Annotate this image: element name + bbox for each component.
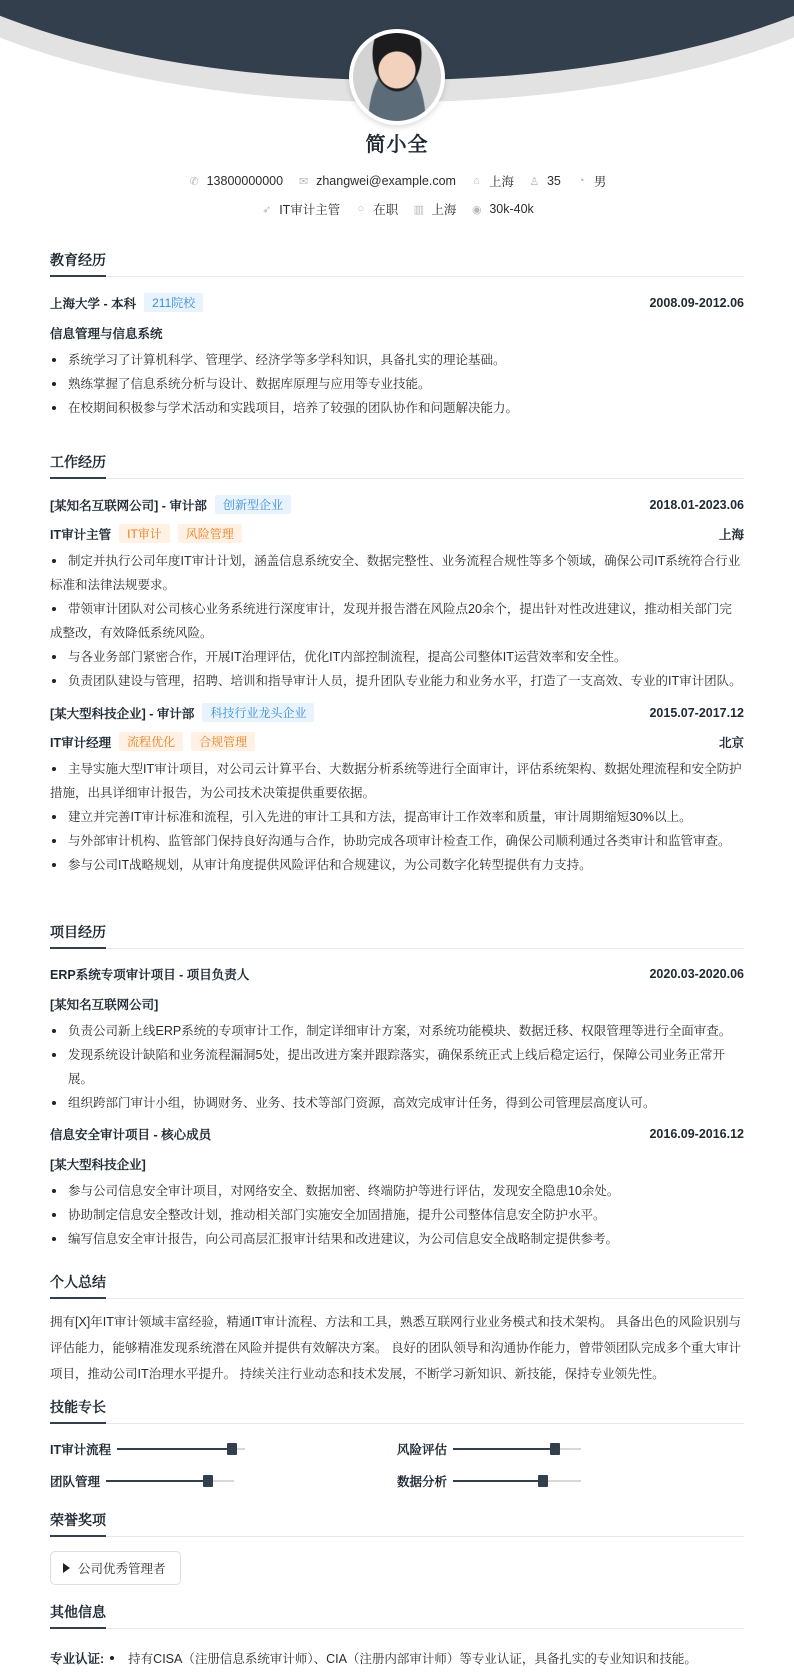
list-item: 负责团队建设与管理，招聘、培训和指导审计人员，提升团队专业能力和业务水平，打造了一支高效、专业的IT审计团队。 bbox=[50, 669, 744, 693]
project-org: [某知名互联网公司] bbox=[50, 998, 159, 1012]
intent-status bbox=[354, 200, 398, 218]
work-header-2 bbox=[50, 703, 744, 722]
company-name: [某大型科技企业] - 审计部 bbox=[50, 706, 195, 721]
school-tag: 211院校 bbox=[144, 293, 203, 312]
list-item: 参与公司信息安全审计项目，对网络安全、数据加密、终端防护等进行评估，发现安全隐患10余处。 bbox=[50, 1179, 744, 1203]
location-value: 上海 bbox=[488, 175, 514, 189]
triangle-right-icon bbox=[63, 1563, 70, 1573]
list-item: 系统学习了计算机科学、管理学、经济学等多学科知识，具备扎实的理论基础。 bbox=[50, 348, 744, 372]
list-item: 参与公司IT战略规划，从审计角度提供风险评估和合规建议，为公司数字化转型提供有力支持。 bbox=[50, 853, 744, 877]
intent-city bbox=[412, 200, 456, 218]
contact-gender bbox=[575, 172, 607, 190]
skill-thumb bbox=[227, 1443, 237, 1455]
summary-section bbox=[50, 1272, 744, 1387]
project-name: 信息安全审计项目 - 核心成员 bbox=[50, 1128, 212, 1142]
work-city: 上海 bbox=[718, 527, 744, 542]
intent-salary bbox=[470, 200, 533, 218]
skill-label: 风险评估 bbox=[397, 1443, 448, 1457]
work-position-1 bbox=[50, 524, 744, 543]
skill-thumb bbox=[203, 1475, 213, 1487]
section-title-skills: 技能专长 bbox=[50, 1397, 744, 1424]
intent-salary-value: 30k-40k bbox=[489, 202, 534, 216]
intent-position bbox=[260, 200, 340, 218]
list-item: 建立并完善IT审计标准和流程，引入先进的审计工具和方法，提高审计工作效率和质量，审计周期缩短30%以上。 bbox=[50, 805, 744, 829]
project-name: ERP系统专项审计项目 - 项目负责人 bbox=[50, 968, 250, 982]
phone-value: 13800000000 bbox=[206, 174, 284, 188]
phone-icon: ✆ bbox=[189, 175, 199, 188]
certification-row bbox=[50, 1649, 744, 1667]
list-item: 编写信息安全审计报告，向公司高层汇报审计结果和改进建议，为公司信息安全战略制定提供参考。 bbox=[50, 1227, 744, 1251]
email-value: zhangwei@example.com bbox=[316, 174, 456, 188]
skill-label: 团队管理 bbox=[50, 1475, 101, 1489]
list-item: 在校期间积极参与学术活动和实践项目，培养了较强的团队协作和问题解决能力。 bbox=[50, 396, 744, 420]
skill-label: IT审计流程 bbox=[50, 1443, 112, 1457]
company-tag: 创新型企业 bbox=[215, 495, 291, 514]
section-title-education: 教育经历 bbox=[50, 250, 744, 277]
list-item: 带领审计团队对公司核心业务系统进行深度审计，发现并报告潜在风险点20余个，提出针对性改进建议，推动相关部门完成整改，有效降低系统风险。 bbox=[50, 597, 744, 645]
skill-data-analysis bbox=[397, 1472, 744, 1490]
gender-icon: ◔ bbox=[578, 175, 585, 187]
projects-section bbox=[50, 922, 744, 1251]
list-item: 发现系统设计缺陷和业务流程漏洞5处，提出改进方案并跟踪落实，确保系统正式上线后稳定运行，保障公司业务正常开展。 bbox=[50, 1043, 744, 1091]
certification-text: 持有CISA（注册信息系统审计师）、CIA（注册内部审计师）等专业认证，具备扎实的专业知识和技能。 bbox=[128, 1652, 697, 1666]
skills-grid bbox=[50, 1440, 744, 1490]
skill-bar bbox=[453, 1448, 581, 1450]
section-title-other: 其他信息 bbox=[50, 1602, 744, 1629]
awards-section bbox=[50, 1510, 744, 1585]
home-icon: ⌂ bbox=[473, 175, 480, 187]
education-section bbox=[50, 250, 744, 420]
skill-thumb bbox=[550, 1443, 560, 1455]
project-header-1 bbox=[50, 965, 744, 983]
project-header-2 bbox=[50, 1125, 744, 1143]
status-icon: ○ bbox=[357, 203, 365, 215]
skill-bar bbox=[106, 1480, 234, 1482]
position-title: IT审计经理 bbox=[50, 735, 112, 750]
list-item: 主导实施大型IT审计项目，对公司云计算平台、大数据分析系统等进行全面审计，评估系统架构、数据处理流程和安全防护措施，出具详细审计报告，为公司技术决策提供重要依据。 bbox=[50, 757, 744, 805]
age-value: 35 bbox=[546, 174, 561, 188]
contact-row bbox=[0, 172, 794, 190]
gender-value: 男 bbox=[593, 175, 607, 189]
list-item: 负责公司新上线ERP系统的专项审计工作，制定详细审计方案，对系统功能模块、数据迁移、权限管理等进行全面审查。 bbox=[50, 1019, 744, 1043]
work-section bbox=[50, 452, 744, 877]
company-tag: 科技行业龙头企业 bbox=[202, 703, 314, 722]
skill-risk-assessment bbox=[397, 1440, 744, 1458]
intent-status-value: 在职 bbox=[373, 203, 399, 217]
skill-tag: 风险管理 bbox=[178, 524, 242, 543]
project-bullets-1 bbox=[50, 1019, 744, 1115]
other-info-section bbox=[50, 1602, 744, 1667]
position-title: IT审计主管 bbox=[50, 527, 112, 542]
skills-section bbox=[50, 1397, 744, 1490]
work-header-1 bbox=[50, 495, 744, 514]
avatar bbox=[349, 29, 445, 125]
project-period: 2016.09-2016.12 bbox=[649, 1127, 744, 1141]
mail-icon: ✉ bbox=[298, 175, 309, 188]
skill-bar bbox=[453, 1480, 581, 1482]
avatar-photo bbox=[353, 33, 441, 121]
skill-fill bbox=[453, 1448, 555, 1450]
contact-age bbox=[528, 172, 561, 190]
company-name: [某知名互联网公司] - 审计部 bbox=[50, 498, 207, 513]
intent-position-value: IT审计主管 bbox=[279, 203, 341, 217]
section-title-awards: 荣誉奖项 bbox=[50, 1510, 744, 1537]
skill-fill bbox=[106, 1480, 208, 1482]
section-title-work: 工作经历 bbox=[50, 452, 744, 479]
list-item: 制定并执行公司年度IT审计计划，涵盖信息系统安全、数据完整性、业务流程合规性等多个领域，确保公司IT系统符合行业标准和法律法规要求。 bbox=[50, 549, 744, 597]
skill-bar bbox=[117, 1448, 245, 1450]
section-title-projects: 项目经历 bbox=[50, 922, 744, 949]
education-header bbox=[50, 293, 744, 312]
skill-tag: 流程优化 bbox=[119, 732, 183, 751]
building-icon: ▥ bbox=[413, 203, 425, 216]
skill-fill bbox=[117, 1448, 232, 1450]
skill-tag: IT审计 bbox=[119, 524, 170, 543]
skill-it-audit bbox=[50, 1440, 397, 1458]
work-position-2 bbox=[50, 732, 744, 751]
send-icon: ➶ bbox=[262, 203, 272, 216]
project-bullets-2 bbox=[50, 1179, 744, 1251]
list-item: 熟练掌握了信息系统分析与设计、数据库原理与应用等专业技能。 bbox=[50, 372, 744, 396]
age-icon: ♙ bbox=[529, 175, 540, 188]
contact-location bbox=[470, 172, 514, 190]
salary-icon: ◉ bbox=[472, 203, 482, 216]
list-item: 与外部审计机构、监管部门保持良好沟通与合作，协助完成各项审计检查工作，确保公司顺利通过各类审计和监管审查。 bbox=[50, 829, 744, 853]
contact-phone bbox=[188, 172, 283, 190]
section-title-summary: 个人总结 bbox=[50, 1272, 744, 1299]
candidate-name: 简小全 bbox=[365, 134, 429, 156]
education-period: 2008.09-2012.06 bbox=[649, 295, 744, 310]
skill-label: 数据分析 bbox=[397, 1475, 448, 1489]
skill-team-management bbox=[50, 1472, 397, 1490]
school-name: 上海大学 - 本科 bbox=[50, 296, 137, 311]
work-period: 2015.07-2017.12 bbox=[649, 705, 744, 720]
project-period: 2020.03-2020.06 bbox=[649, 967, 744, 981]
skill-thumb bbox=[538, 1475, 548, 1487]
award-label: 公司优秀管理者 bbox=[78, 1562, 166, 1576]
list-item: 与各业务部门紧密合作，开展IT治理评估，优化IT内部控制流程，提高公司整体IT运营效率和安全性。 bbox=[50, 645, 744, 669]
education-bullets bbox=[50, 348, 744, 420]
certification-label: 专业认证: bbox=[50, 1652, 105, 1666]
skill-fill bbox=[453, 1480, 543, 1482]
intent-city-value: 上海 bbox=[431, 203, 457, 217]
major: 信息管理与信息系统 bbox=[50, 327, 163, 341]
work-bullets-2 bbox=[50, 757, 744, 877]
work-period: 2018.01-2023.06 bbox=[649, 497, 744, 512]
project-org: [某大型科技企业] bbox=[50, 1158, 146, 1172]
list-item: 组织跨部门审计小组，协调财务、业务、技术等部门资源，高效完成审计任务，得到公司管理层高度认可。 bbox=[50, 1091, 744, 1115]
work-city: 北京 bbox=[718, 735, 744, 750]
bullet-dot bbox=[110, 1656, 114, 1660]
summary-text: 拥有[X]年IT审计领域丰富经验，精通IT审计流程、方法和工具，熟悉互联网行业业务模式和技术架构。 具备出色的风险识别与评估能力，能够精准发现系统潜在风险并提供有效解决方案。 良好的团队领导和沟通协作能力，曾带领团队完成多个重大审计项目，推动公司IT治理水平提升。 持续关注行业动态和技术发展，不断学习新知识、新技能，保持专业领先性。 bbox=[50, 1315, 741, 1381]
job-intent-row bbox=[0, 200, 794, 218]
list-item: 协助制定信息安全整改计划，推动相关部门实施安全加固措施，提升公司整体信息安全防护水平。 bbox=[50, 1203, 744, 1227]
work-bullets-1 bbox=[50, 549, 744, 693]
skill-tag: 合规管理 bbox=[191, 732, 255, 751]
award-item bbox=[50, 1551, 181, 1585]
contact-email bbox=[297, 172, 456, 190]
